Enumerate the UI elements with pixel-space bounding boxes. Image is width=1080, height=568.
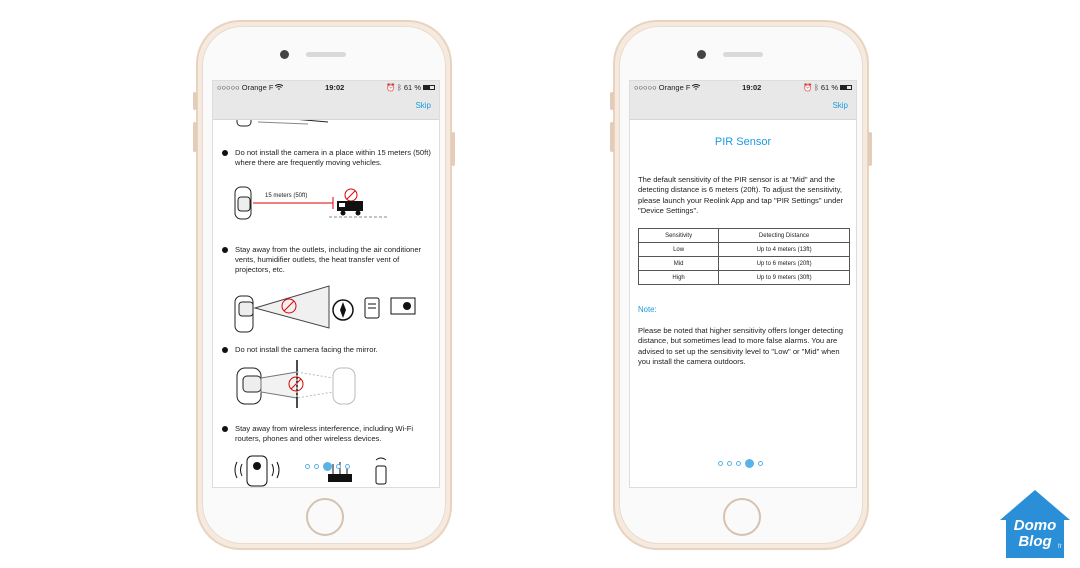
column-header: Detecting Distance bbox=[719, 229, 850, 243]
mute-switch bbox=[610, 92, 614, 110]
table-cell: Mid bbox=[639, 257, 719, 271]
right-phone bbox=[613, 20, 869, 550]
page-dot[interactable] bbox=[727, 461, 732, 466]
volume-up-button bbox=[610, 122, 614, 152]
tip-text: Do not install the camera facing the mirror. bbox=[235, 345, 378, 354]
wifi-icon bbox=[692, 83, 700, 92]
volume-up-button bbox=[193, 122, 197, 152]
sensitivity-table bbox=[638, 228, 850, 285]
mute-switch bbox=[193, 92, 197, 110]
carrier-label: ○○○○○ Orange F bbox=[634, 82, 691, 92]
bluetooth-icon: ᛒ bbox=[814, 82, 819, 92]
vehicle-distance-illustration bbox=[233, 185, 393, 227]
earpiece bbox=[723, 52, 763, 57]
home-button[interactable] bbox=[306, 498, 344, 536]
outlets-illustration bbox=[233, 282, 423, 334]
page-dot[interactable] bbox=[314, 464, 319, 469]
mirror-illustration bbox=[233, 358, 363, 410]
clock: 19:02 bbox=[325, 82, 345, 92]
page-dot-active[interactable] bbox=[745, 459, 754, 468]
battery-icon bbox=[840, 85, 852, 90]
table-cell: High bbox=[639, 271, 719, 285]
nav-bar bbox=[630, 93, 856, 120]
tip-text: Stay away from wireless interference, including Wi-Fi routers, phones and other wireless devices. bbox=[235, 424, 414, 443]
page-indicator[interactable] bbox=[718, 459, 763, 468]
table-cell: Low bbox=[639, 243, 719, 257]
status-bar bbox=[213, 81, 439, 93]
page-title: PIR Sensor bbox=[714, 136, 772, 148]
page-dot[interactable] bbox=[336, 464, 341, 469]
bullet-dot bbox=[222, 426, 228, 432]
camera-partial-illustration bbox=[233, 120, 333, 132]
tips-content[interactable] bbox=[213, 120, 439, 488]
phone-screen bbox=[629, 80, 857, 488]
table-row bbox=[639, 257, 850, 271]
table-row bbox=[639, 271, 850, 285]
note-label: Note: bbox=[638, 305, 657, 314]
tip-item bbox=[221, 148, 433, 168]
page-dot[interactable] bbox=[305, 464, 310, 469]
distance-label: 15 meters (50ft) bbox=[265, 193, 308, 199]
table-cell: Up to 4 meters (13ft) bbox=[719, 243, 850, 257]
battery-percent: 61 % bbox=[403, 82, 421, 92]
page-dot[interactable] bbox=[345, 464, 350, 469]
tip-text: Do not install the camera in a place within 15 meters (50ft) where there are frequently moving vehicles. bbox=[235, 148, 431, 167]
pir-content[interactable] bbox=[630, 120, 856, 488]
table-cell: Up to 6 meters (20ft) bbox=[719, 257, 850, 271]
tip-text: Stay away from the outlets, including the air conditioner vents, humidifier outlets, the heat transfer vent of projectors, etc. bbox=[235, 245, 422, 274]
tip-item bbox=[221, 245, 433, 275]
carrier-label: ○○○○○ Orange F bbox=[217, 82, 274, 92]
bullet-dot bbox=[222, 347, 228, 353]
home-button[interactable] bbox=[723, 498, 761, 536]
logo-text-line1: Domo bbox=[1013, 517, 1057, 534]
clock: 19:02 bbox=[742, 82, 762, 92]
wifi-icon bbox=[275, 83, 283, 92]
bullet-dot bbox=[222, 247, 228, 253]
tip-item bbox=[221, 345, 433, 355]
status-bar bbox=[630, 81, 856, 93]
wireless-illustration bbox=[233, 454, 423, 488]
alarm-icon: ⏰ bbox=[386, 82, 396, 92]
front-camera bbox=[697, 50, 706, 59]
bullet-dot bbox=[222, 150, 228, 156]
page-dot[interactable] bbox=[736, 461, 741, 466]
page-indicator[interactable] bbox=[305, 462, 350, 471]
logo-text-suffix: fr bbox=[1058, 544, 1062, 550]
tip-item bbox=[221, 424, 433, 444]
alarm-icon: ⏰ bbox=[803, 82, 813, 92]
front-camera bbox=[280, 50, 289, 59]
bluetooth-icon: ᛒ bbox=[397, 82, 402, 92]
earpiece bbox=[306, 52, 346, 57]
nav-bar bbox=[213, 93, 439, 120]
table-row bbox=[639, 243, 850, 257]
domoblog-logo bbox=[998, 488, 1072, 562]
table-header-row bbox=[639, 229, 850, 243]
page-dot[interactable] bbox=[718, 461, 723, 466]
phone-screen bbox=[212, 80, 440, 488]
left-phone bbox=[196, 20, 452, 550]
power-button bbox=[451, 132, 455, 166]
page-dot[interactable] bbox=[758, 461, 763, 466]
skip-button[interactable]: Skip bbox=[832, 101, 848, 110]
logo-text-line2: Blog bbox=[1018, 533, 1052, 550]
page-dot-active[interactable] bbox=[323, 462, 332, 471]
table-cell: Up to 9 meters (30ft) bbox=[719, 271, 850, 285]
power-button bbox=[868, 132, 872, 166]
battery-percent: 61 % bbox=[820, 82, 838, 92]
intro-text: The default sensitivity of the PIR sensor is at "Mid" and the detecting distance is 6 meters (20ft). To adjust the sensitivity, please launch your Reolink App and tap "PIR Settings" under "Device Settings". bbox=[638, 175, 844, 216]
skip-button[interactable]: Skip bbox=[415, 101, 431, 110]
note-text: Please be noted that higher sensitivity offers longer detecting distance, but sometimes lead to more false alarms. You are advised to set up the sensitivity level to "Low" or "Mid" when you install the camera outdoors. bbox=[638, 326, 844, 367]
column-header: Sensitivity bbox=[639, 229, 719, 243]
battery-icon bbox=[423, 85, 435, 90]
